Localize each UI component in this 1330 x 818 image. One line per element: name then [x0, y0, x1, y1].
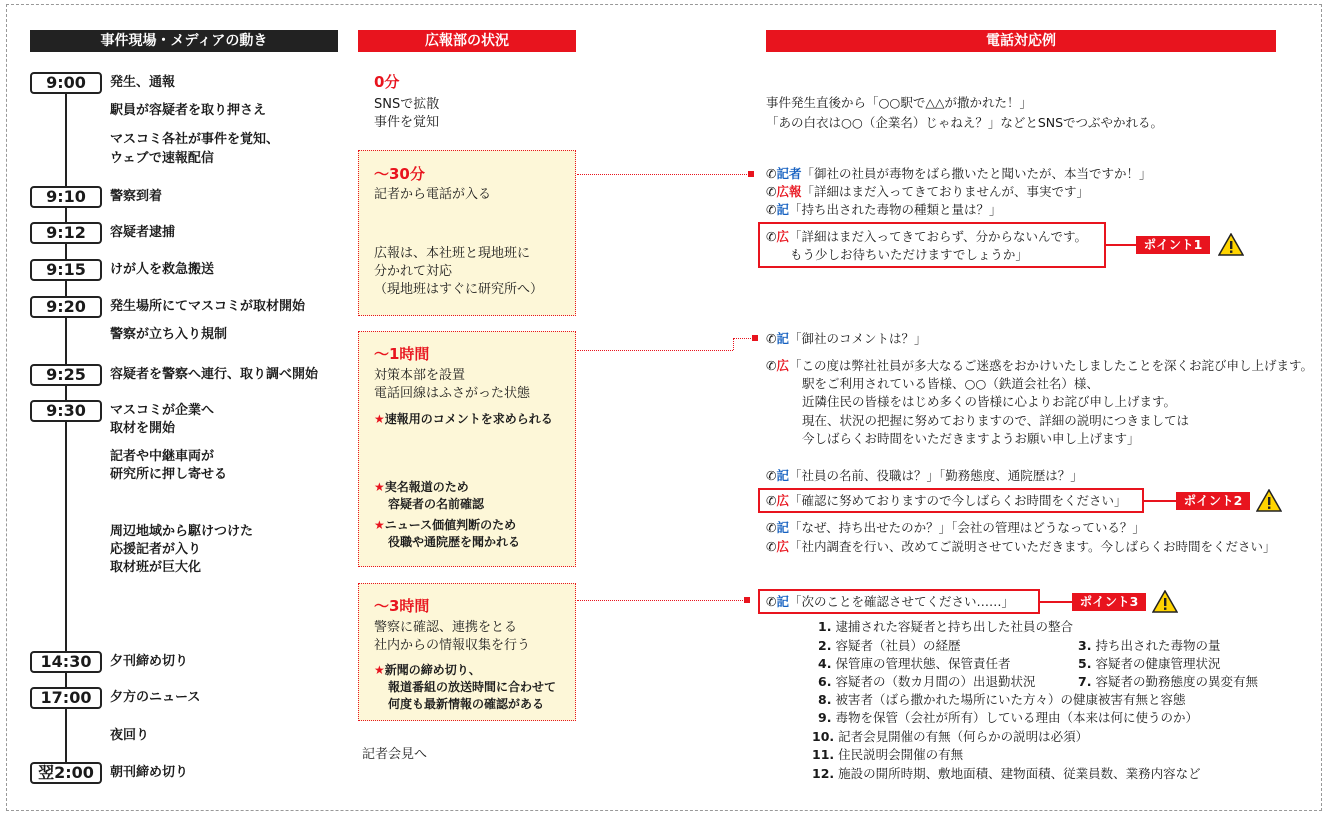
pr-text: 対策本部を設置	[374, 368, 466, 383]
pr-text: 電話回線はふさがった状態	[374, 386, 531, 401]
pr-star-note: ★ニュース価値判断のため	[374, 518, 517, 532]
point-link	[1144, 500, 1176, 502]
connector	[733, 338, 734, 350]
phone-icon: ✆	[766, 539, 777, 554]
checklist-item: 8. 被害者（ばら撒かれた場所にいた方々）の健康被害有無と容態	[818, 692, 1186, 707]
phone-icon: ✆	[766, 202, 777, 217]
checklist-item: 5. 容疑者の健康管理状況	[1078, 656, 1221, 671]
dialogue-line: 今しばらくお時間をいただきますようお願い申し上げます」	[802, 431, 1140, 446]
event: 朝刊締め切り	[110, 765, 189, 780]
event: 取材班が巨大化	[110, 560, 202, 575]
event: ウェブで速報配信	[110, 151, 214, 166]
checklist-item: 6. 容疑者の（数カ月間の）出退勤状況	[818, 674, 1036, 689]
event: 周辺地域から駆けつけた	[110, 524, 254, 539]
pr-text: （現地班はすぐに研究所へ）	[374, 282, 544, 297]
header-phone: 電話対応例	[766, 30, 1276, 52]
intro-text: 「あの白衣は○○（企業名）じゃねえ？」などとSNSでつぶやかれる。	[766, 115, 1164, 130]
connector	[733, 338, 751, 339]
time-box: 翌2:00	[30, 762, 102, 784]
pr-star-note: 何度も最新情報の確認がある	[388, 697, 545, 711]
event: 警察到着	[110, 189, 163, 204]
time-box: 9:00	[30, 72, 102, 94]
checklist-item: 1. 逮捕された容疑者と持ち出した社員の整合	[818, 619, 1073, 634]
dialogue-line: ✆記「次のことを確認させてください……」	[766, 594, 1015, 609]
dialogue-line: ✆広「確認に努めておりますので今しばらくお時間をください」	[766, 493, 1127, 508]
intro-text: 事件発生直後から「○○駅で△△が撒かれた！」	[766, 95, 1033, 110]
time-box: 17:00	[30, 687, 102, 709]
dialogue-line: ✆記「御社のコメントは？」	[766, 331, 927, 346]
time-box: 9:25	[30, 364, 102, 386]
pr-text: SNSで拡散	[374, 97, 440, 112]
point2-badge: ポイント2	[1176, 492, 1250, 510]
checklist-item: 3. 持ち出された毒物の量	[1078, 638, 1221, 653]
dialogue-line: ✆広「社内調査を行い、改めてご説明させていただきます。今しばらくお時間をください」	[766, 539, 1276, 554]
event: 夕方のニュース	[110, 690, 201, 705]
event: 応援記者が入り	[110, 542, 202, 557]
point-link	[1040, 601, 1072, 603]
pr-star-note: ★実名報道のため	[374, 480, 469, 494]
dialogue-line: 近隣住民の皆様をはじめ多くの皆様に心よりお詫び申し上げます。	[802, 394, 1177, 409]
checklist-item: 11. 住民説明会開催の有無	[812, 747, 964, 762]
event: 夜回り	[110, 728, 150, 743]
pr-stage-head: ～1時間	[374, 345, 430, 363]
checklist-item: 2. 容疑者（社員）の経歴	[818, 638, 961, 653]
event: 取材を開始	[110, 421, 176, 436]
time-box: 9:20	[30, 296, 102, 318]
star-icon: ★	[374, 412, 385, 426]
time-box: 9:30	[30, 400, 102, 422]
star-icon: ★	[374, 663, 385, 677]
dialogue-line: もう少しお待ちいただけますでしょうか」	[790, 247, 1028, 262]
connector-marker	[748, 171, 754, 177]
event: 警察が立ち入り規制	[110, 327, 228, 342]
time-box: 9:10	[30, 186, 102, 208]
event: 駅員が容疑者を取り押さえ	[110, 103, 267, 118]
pr-stage-head: ～30分	[374, 165, 425, 183]
pr-star-note: ★速報用のコメントを求められる	[374, 412, 553, 426]
phone-icon: ✆	[766, 468, 777, 483]
point-link	[1106, 244, 1136, 246]
pr-star-note: 容疑者の名前確認	[388, 497, 485, 511]
warning-icon	[1152, 590, 1178, 613]
dialogue-line: ✆広報「詳細はまだ入ってきておりませんが、事実です」	[766, 184, 1090, 199]
pr-text: 記者会見へ	[362, 747, 428, 762]
event: 記者や中継車両が	[110, 449, 215, 464]
time-box: 9:12	[30, 222, 102, 244]
point3-badge: ポイント3	[1072, 593, 1146, 611]
event: 容疑者を警察へ連行、取り調べ開始	[110, 367, 319, 382]
checklist-item: 9. 毒物を保管（会社が所有）している理由（本来は何に使うのか）	[818, 710, 1198, 725]
warning-icon	[1218, 233, 1244, 256]
dialogue-line: ✆記者「御社の社員が毒物をばら撒いたと聞いたが、本当ですか！」	[766, 166, 1152, 181]
event: 発生場所にてマスコミが取材開始	[110, 299, 306, 314]
phone-icon: ✆	[766, 493, 777, 508]
connector	[577, 600, 743, 601]
pr-star-note: 役職や通院歴を聞かれる	[388, 535, 521, 549]
header-scene: 事件現場・メディアの動き	[30, 30, 338, 52]
event: 容疑者逮捕	[110, 225, 176, 240]
pr-text: 社内からの情報収集を行う	[374, 638, 531, 653]
dialogue-line: ✆記「持ち出された毒物の種類と量は？」	[766, 202, 1002, 217]
pr-star-note: ★新聞の締め切り、	[374, 663, 481, 677]
warning-icon	[1256, 489, 1282, 512]
connector	[577, 174, 747, 175]
dialogue-line: ✆記「社員の名前、役職は？」「勤務態度、通院歴は？」	[766, 468, 1083, 483]
connector-marker	[752, 335, 758, 341]
dialogue-line: ✆記「なぜ、持ち出せたのか？」「会社の管理はどうなっている？」	[766, 520, 1145, 535]
pr-text: 記者から電話が入る	[374, 187, 492, 202]
connector-marker	[744, 597, 750, 603]
checklist-item: 12. 施設の開所時期、敷地面積、建物面積、従業員数、業務内容など	[812, 766, 1201, 781]
event: マスコミが企業へ	[110, 403, 215, 418]
time-box: 9:15	[30, 259, 102, 281]
phone-icon: ✆	[766, 166, 777, 181]
phone-icon: ✆	[766, 358, 777, 373]
star-icon: ★	[374, 480, 385, 494]
dialogue-line: ✆広「この度は弊社社員が多大なるご迷惑をおかけいたしましたことを深くお詫び申し上げます。	[766, 358, 1314, 373]
checklist-item: 4. 保管庫の管理状態、保管責任者	[818, 656, 1011, 671]
point1-badge: ポイント1	[1136, 236, 1210, 254]
event: 研究所に押し寄せる	[110, 467, 228, 482]
event: けが人を救急搬送	[110, 262, 215, 277]
checklist-item: 7. 容疑者の勤務態度の異変有無	[1078, 674, 1258, 689]
star-icon: ★	[374, 518, 385, 532]
header-pr: 広報部の状況	[358, 30, 576, 52]
dialogue-line: 駅をご利用されている皆様、○○（鉄道会社名）様、	[802, 376, 1099, 391]
pr-text: 事件を覚知	[374, 115, 440, 130]
pr-text: 警察に確認、連携をとる	[374, 620, 518, 635]
dialogue-line: 現在、状況の把握に努めておりますので、詳細の説明につきましては	[802, 413, 1190, 428]
time-box: 14:30	[30, 651, 102, 673]
connector	[577, 350, 733, 351]
checklist-item: 10. 記者会見開催の有無（何らかの説明は必須）	[812, 729, 1089, 744]
phone-icon: ✆	[766, 229, 777, 244]
pr-text: 広報は、本社班と現地班に	[374, 246, 531, 261]
phone-icon: ✆	[766, 331, 777, 346]
event: 夕刊締め切り	[110, 654, 189, 669]
pr-stage-head: 0分	[374, 73, 400, 91]
event: 発生、通報	[110, 75, 176, 90]
pr-star-note: 報道番組の放送時間に合わせて	[388, 680, 557, 694]
pr-stage-head: ～3時間	[374, 597, 430, 615]
phone-icon: ✆	[766, 520, 777, 535]
pr-text: 分かれて対応	[374, 264, 453, 279]
dialogue-line: ✆広「詳細はまだ入ってきておらず、分からないんです。	[766, 229, 1088, 244]
event: マスコミ各社が事件を覚知、	[110, 132, 280, 147]
phone-icon: ✆	[766, 594, 777, 609]
phone-icon: ✆	[766, 184, 777, 199]
